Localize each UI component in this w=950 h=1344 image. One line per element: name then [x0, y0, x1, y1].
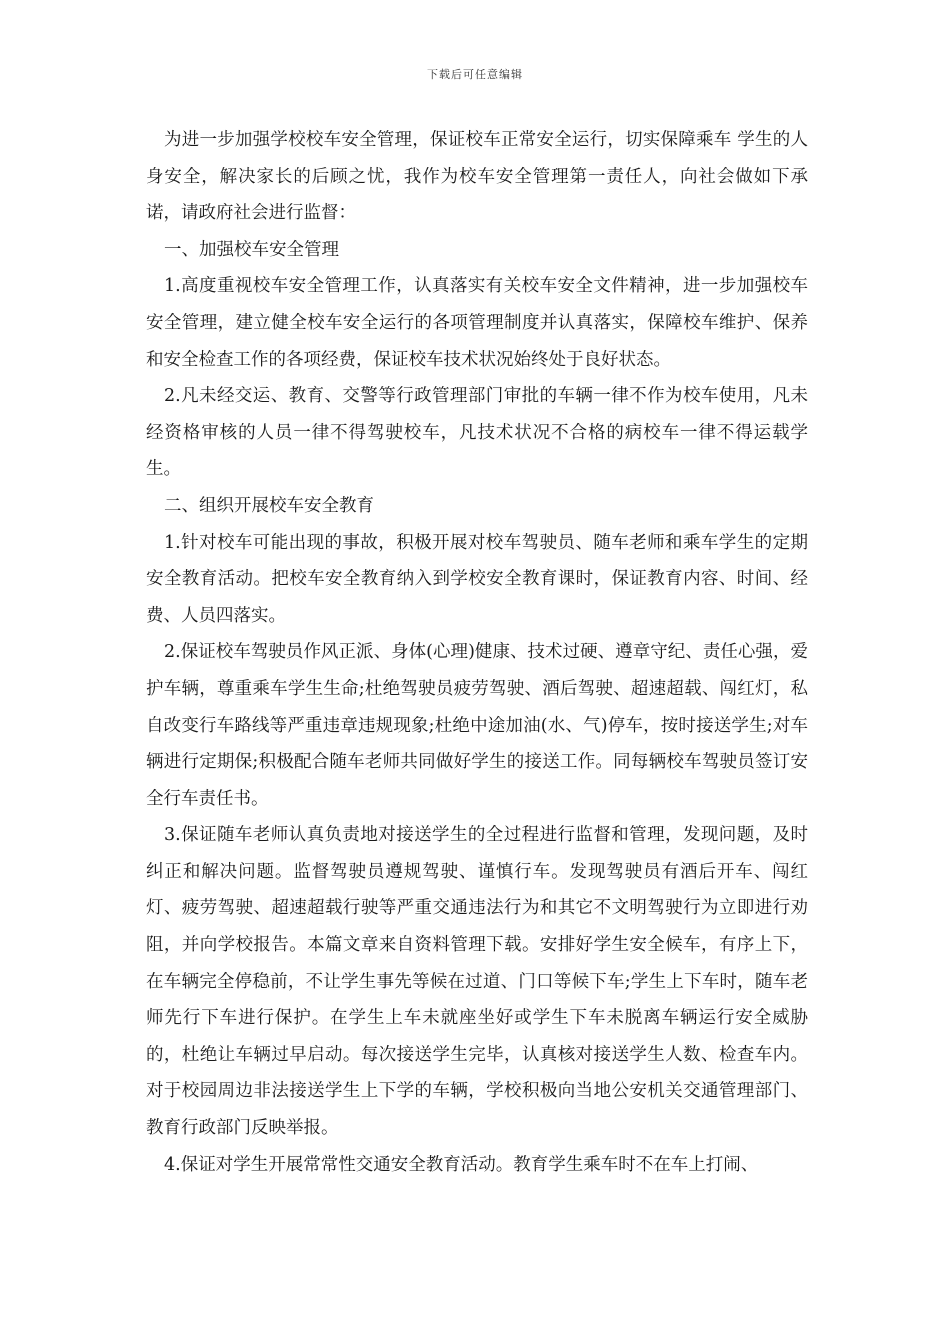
section-heading-2: 二、组织开展校车安全教育 — [164, 495, 374, 516]
section-heading-1: 一、加强校车安全管理 — [164, 239, 339, 260]
paragraph-1-2: 2.凡未经交运、教育、交警等行政管理部门审批的车辆一律不作为校车使用，凡未经资格审核的人员一律不得驾驶校车，凡技术状况不合格的病校车一律不得运载学生。 — [146, 386, 808, 480]
paragraph-2-1: 1.针对校车可能出现的事故，积极开展对校车驾驶员、随车老师和乘车学生的定期安全教育活动。把校车安全教育纳入到学校安全教育课时，保证教育内容、时间、经费、人员四落实。 — [146, 532, 808, 626]
intro-paragraph: 为进一步加强学校校车安全管理，保证校车正常安全运行，切实保障乘车 学生的人身安全，解决家长的后顾之忧，我作为校车安全管理第一责任人，向社会做如下承诺，请政府社会进行监督： — [146, 130, 808, 224]
paragraph-1-1: 1.高度重视校车安全管理工作，认真落实有关校车安全文件精神，进一步加强校车安全管理，建立健全校车安全运行的各项管理制度并认真落实，保障校车维护、保养和安全检查工作的各项经费，保证校车技术状况始终处于良好状态。 — [146, 276, 808, 370]
page-header-note: 下载后可任意编辑 — [427, 68, 523, 81]
paragraph-2-3: 3.保证随车老师认真负责地对接送学生的全过程进行监督和管理，发现问题，及时纠正和解决问题。监督驾驶员遵规驾驶、谨慎行车。发现驾驶员有酒后开车、闯红灯、疲劳驾驶、超速超载行驶等严重交通违法行为和其它不文明驾驶行为立即进行劝阻，并向学校报告。本篇文章来自资料管理下载。安排好学生安全候车，有序上下，在车辆完全停稳前，不让学生事先等候在过道、门口等候下车;学生上下车时，随车老师先行下车进行保护。在学生上车未就座坐好或学生下车未脱离车辆运行安全威胁的，杜绝让车辆过早启动。每次接送学生完毕，认真核对接送学生人数、检查车内。对于校园周边非法接送学生上下学的车辆，学校积极向当地公安机关交通管理部门、教育行政部门反映举报。 — [146, 825, 808, 1139]
paragraph-2-4: 4.保证对学生开展常常性交通安全教育活动。教育学生乘车时不在车上打闹、 — [164, 1154, 759, 1175]
paragraph-2-2: 2.保证校车驾驶员作风正派、身体(心理)健康、技术过硬、遵章守纪、责任心强，爱护车辆，尊重乘车学生生命;杜绝驾驶员疲劳驾驶、酒后驾驶、超速超载、闯红灯，私自改变行车路线等严重违章违规现象;杜绝中途加油(水、气)停车，按时接送学生;对车辆进行定期保;积极配合随车老师共同做好学生的接送工作。同每辆校车驾驶员签订安全行车责任书。 — [146, 642, 808, 809]
document-body — [146, 122, 808, 1183]
